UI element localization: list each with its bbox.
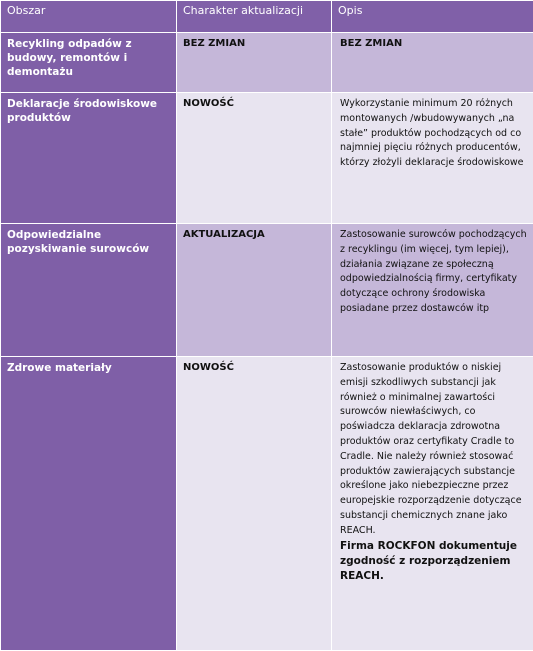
table-row bbox=[1, 93, 533, 224]
row-description-cell bbox=[332, 357, 533, 651]
row-character: AKTUALIZACJA bbox=[177, 224, 332, 357]
row-character: NOWOŚĆ bbox=[177, 357, 332, 651]
header-character: Charakter aktualizacji bbox=[177, 1, 332, 33]
table-row bbox=[1, 33, 533, 93]
rockfon-note: Firma ROCKFON dokumentuje zgodność z rozporządzeniem REACH. bbox=[340, 539, 529, 584]
header-area: Obszar bbox=[1, 1, 177, 33]
header-description: Opis bbox=[332, 1, 533, 33]
table-row bbox=[1, 357, 533, 651]
row-description: Zastosowanie surowców pochodzących z recyklingu (im więcej, tym lepiej), działania związane ze społeczną odpowiedzialnością firmy, certyfikaty dotyczące ochrony środowiska posiadane przez dostawców itp bbox=[332, 224, 533, 357]
row-area: Deklaracje środowiskowe produktów bbox=[1, 93, 177, 224]
row-area: Zdrowe materiały bbox=[1, 357, 177, 651]
row-area: Odpowiedzialne pozyskiwanie surowców bbox=[1, 224, 177, 357]
row-area: Recykling odpadów z budowy, remontów i demontażu bbox=[1, 33, 177, 93]
row-description: BEZ ZMIAN bbox=[332, 33, 533, 93]
row-character: NOWOŚĆ bbox=[177, 93, 332, 224]
row-description: Wykorzystanie minimum 20 różnych montowanych /wbudowywanych „na stałe” produktów pochodzących od co najmniej pięciu różnych producentów, którzy złożyli deklaracje środowiskowe bbox=[332, 93, 533, 224]
row-description: Zastosowanie produktów o niskiej emisji szkodliwych substancji jak również o minimalnej zawartości surowców niewłaściwych, co poświadcza deklaracja zdrowotna produktów oraz certyfikaty Cradle to Cradle. Nie należy również stosować produktów zawierających substancje określone jako niebezpieczne przez europejskie rozporządzenie dotyczące substancji chemicznych znane jako REACH. bbox=[340, 361, 529, 539]
header-row bbox=[1, 1, 533, 33]
row-character: BEZ ZMIAN bbox=[177, 33, 332, 93]
table-row bbox=[1, 224, 533, 357]
